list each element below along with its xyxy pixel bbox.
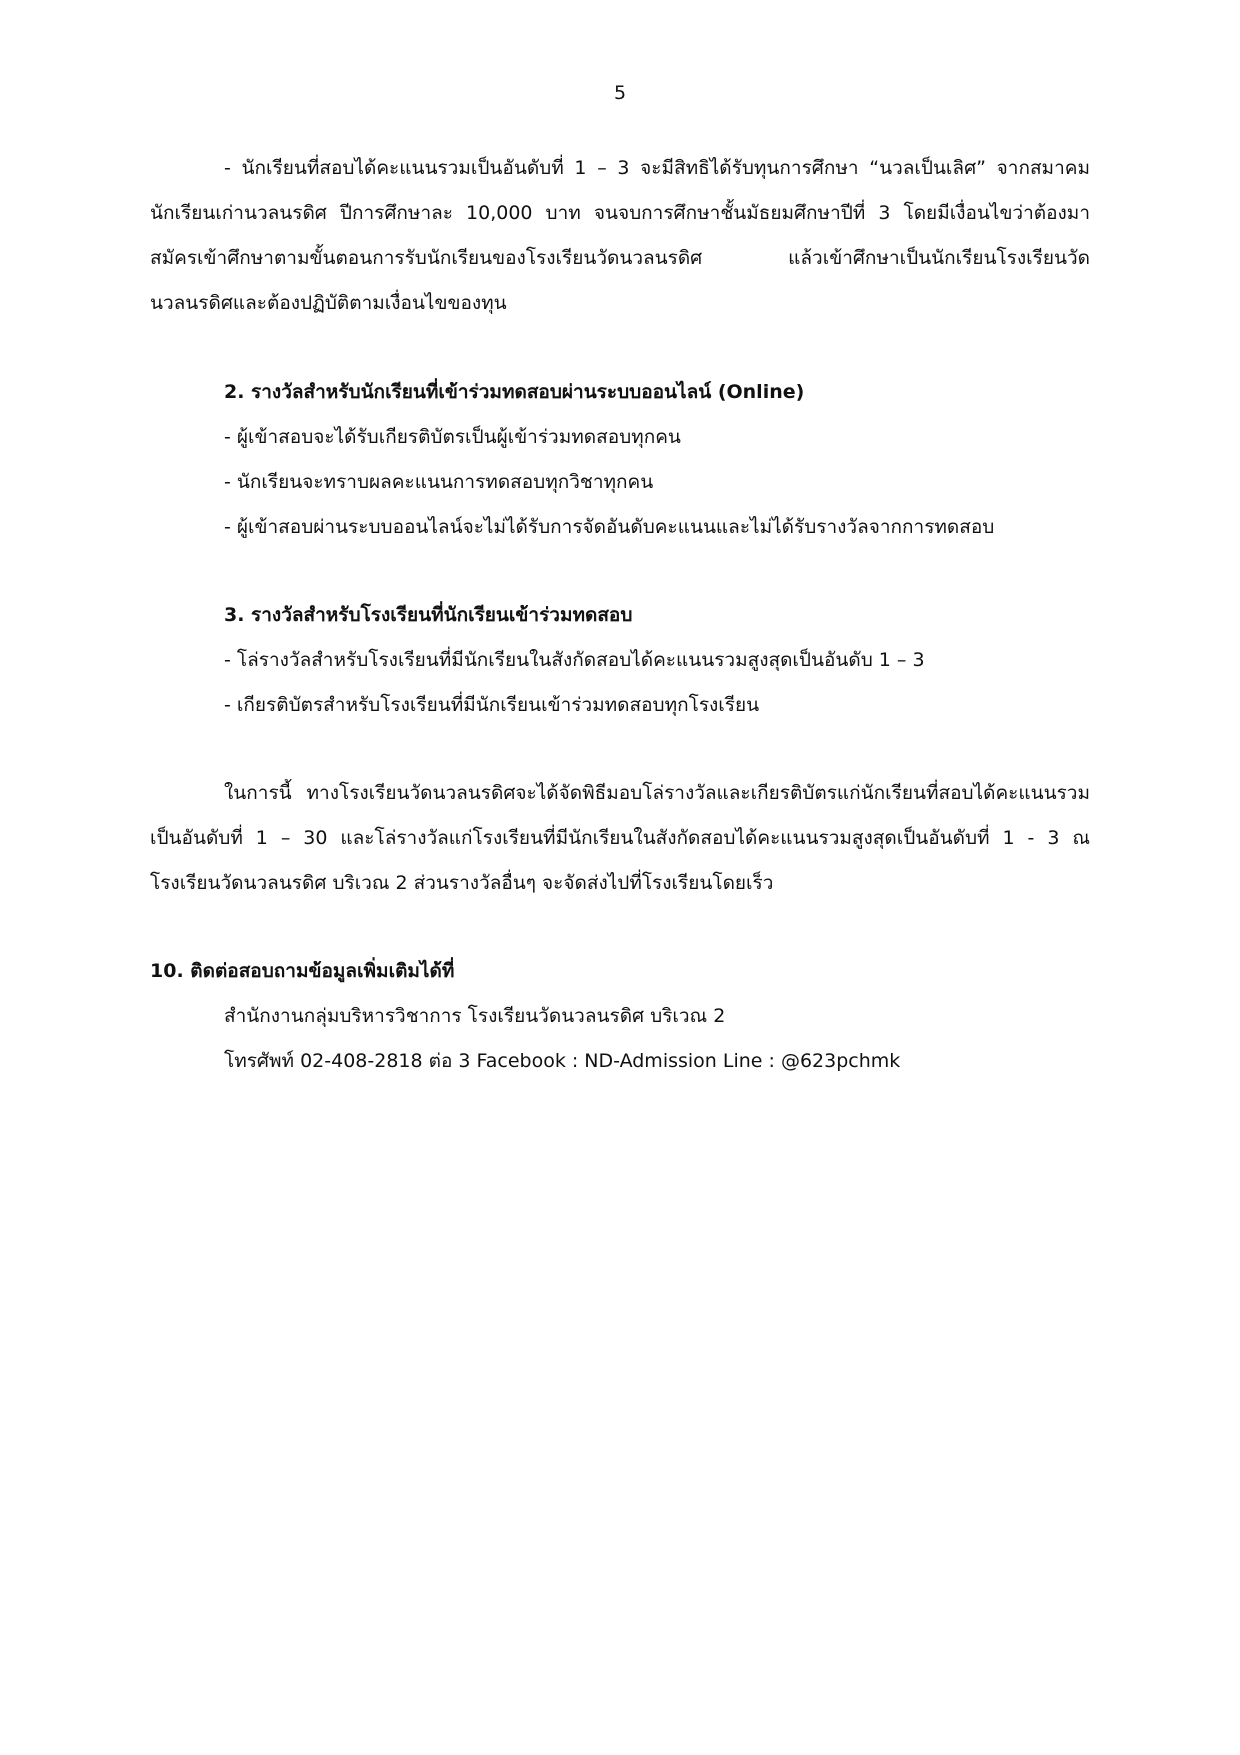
list-item: - โล่รางวัลสำหรับโรงเรียนที่มีนักเรียนในสังกัดสอบได้คะแนนรวมสูงสุดเป็นอันดับ 1 – 3 (224, 649, 925, 671)
list-item: - นักเรียนจะทราบผลคะแนนการทดสอบทุกวิชาทุกคน (224, 471, 654, 493)
online-awards-section (150, 370, 1090, 550)
section-title: 3. รางวัลสำหรับโรงเรียนที่นักเรียนเข้าร่วมทดสอบ (224, 604, 633, 626)
scholarship-paragraph: - นักเรียนที่สอบได้คะแนนรวมเป็นอันดับที่ 1 – 3 จะมีสิทธิได้รับทุนการศึกษา “นวลเป็นเลิศ” จากสมาคมนักเรียนเก่านวลนรดิศ ปีการศึกษาละ 10,000 บาท จนจบการศึกษาชั้นมัธยมศึกษาปีที่ 3 โดยมีเงื่อนไขว่าต้องมาสมัครเข้าศึกษาตามขั้นตอนการรับนักเรียนของโรงเรียนวัดนวลนรดิศ แล้วเข้าศึกษาเป็นนักเรียนโรงเรียนวัดนวลนรดิศและต้องปฏิบัติตามเงื่อนไขของทุน (150, 157, 1090, 314)
page-content (150, 146, 1090, 1084)
contact-title: 10. ติดต่อสอบถามข้อมูลเพิ่มเติมได้ที่ (150, 960, 455, 982)
list-item: - ผู้เข้าสอบผ่านระบบออนไลน์จะไม่ได้รับการจัดอันดับคะแนนและไม่ได้รับรางวัลจากการทดสอบ (224, 516, 995, 538)
list-item: - เกียรติบัตรสำหรับโรงเรียนที่มีนักเรียนเข้าร่วมทดสอบทุกโรงเรียน (224, 694, 760, 716)
contact-phone-line: โทรศัพท์ 02-408-2818 ต่อ 3 Facebook : ND-Admission Line : @623pchmk (224, 1050, 901, 1072)
page-number: 5 (613, 82, 627, 104)
list-item: - ผู้เข้าสอบจะได้รับเกียรติบัตรเป็นผู้เข้าร่วมทดสอบทุกคน (224, 426, 681, 448)
contact-office: สำนักงานกลุ่มบริหารวิชาการ โรงเรียนวัดนวลนรดิศ บริเวณ 2 (224, 1005, 726, 1027)
section-title: 2. รางวัลสำหรับนักเรียนที่เข้าร่วมทดสอบผ่านระบบออนไลน์ (Online) (224, 381, 805, 403)
school-awards-section (150, 593, 1090, 728)
ceremony-paragraph: ในการนี้ ทางโรงเรียนวัดนวลนรดิศจะได้จัดพิธีมอบโล่รางวัลและเกียรติบัตรแก่นักเรียนที่สอบได้คะแนนรวมเป็นอันดับที่ 1 – 30 และโล่รางวัลแก่โรงเรียนที่มีนักเรียนในสังกัดสอบได้คะแนนรวมสูงสุดเป็นอันดับที่ 1 - 3 ณ โรงเรียนวัดนวลนรดิศ บริเวณ 2 ส่วนรางวัลอื่นๆ จะจัดส่งไปที่โรงเรียนโดยเร็ว (150, 782, 1090, 894)
contact-section (150, 949, 1090, 1084)
